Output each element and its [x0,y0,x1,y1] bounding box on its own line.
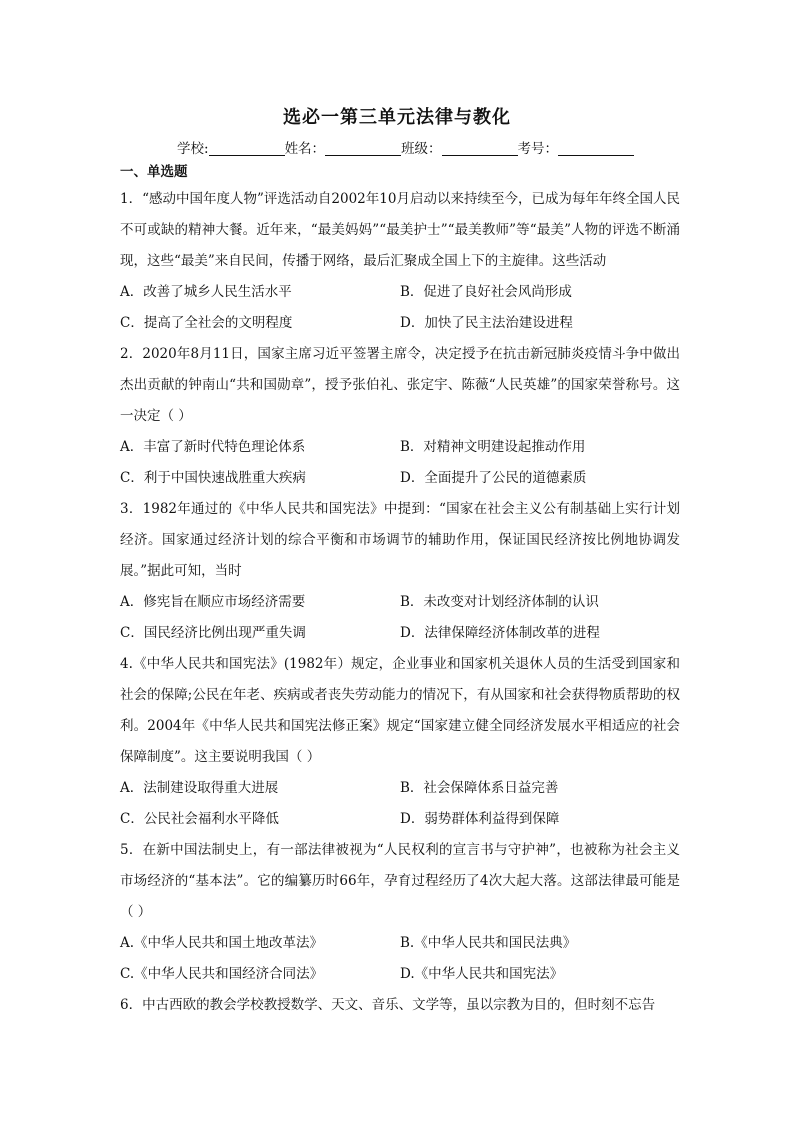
question-stem: 2．2020年8月11日，国家主席习近平签署主席令，决定授予在抗击新冠肺炎疫情斗争中做出杰出贡献的钟南山“共和国勋章”，授予张伯礼、张定宇、陈薇“人民英雄”的国家荣誉称号。这一决定（ ） [120,346,680,424]
option-d[interactable]: D．加快了民主法治建设进程 [400,315,573,331]
school-field[interactable] [209,141,285,156]
options-row [120,773,680,804]
options-row [120,587,680,618]
option-c[interactable]: C．提高了全社会的文明程度 [120,315,293,331]
student-info-line [177,137,634,157]
question-stem: 6．中古西欧的教会学校教授数学、天文、音乐、文学等，虽以宗教为目的，但时刻不忘告 [120,997,656,1013]
option-b[interactable]: B．对精神文明建设起推动作用 [400,439,586,455]
option-a[interactable]: A．法制建设取得重大进展 [120,780,279,796]
question-item [120,184,680,339]
options-row [120,308,680,339]
option-b[interactable]: B.《中华人民共和国民法典》 [400,935,577,951]
question-item [120,990,680,1021]
options-row [120,618,680,649]
option-c[interactable]: C．利于中国快速战胜重大疾病 [120,470,306,486]
class-label: 班级： [401,141,442,157]
option-a[interactable]: A．丰富了新时代特色理论体系 [120,439,306,455]
option-c[interactable]: C．公民社会福利水平降低 [120,811,279,827]
name-label: 姓名： [284,141,326,157]
option-b[interactable]: B．社会保障体系日益完善 [400,780,559,796]
option-d[interactable]: D．法律保障经济体制改革的进程 [400,625,600,641]
option-a[interactable]: A.《中华人民共和国土地改革法》 [120,935,324,951]
question-item [120,494,680,649]
question-stem: 4.《中华人民共和国宪法》(1982年）规定，企业事业和国家机关退休人员的生活受到国家和社会的保障;公民在年老、疾病或者丧失劳动能力的情况下，有从国家和社会获得物质帮助的权利。2004年《中华人民共和国宪法修正案》规定“国家建立健全同经济发展水平相适应的社会保障制度”。这主要说明我国（ ） [120,656,680,765]
question-list [120,184,680,1021]
page-title: 选必一第三单元法律与教化 [283,107,511,128]
question-item [120,339,680,494]
option-d[interactable]: D．全面提升了公民的道德素质 [400,470,587,486]
class-field[interactable] [442,141,518,156]
options-row [120,432,680,463]
question-item [120,649,680,835]
option-a[interactable]: A．修宪旨在顺应市场经济需要 [120,594,306,610]
options-row [120,928,680,959]
option-a[interactable]: A．改善了城乡人民生活水平 [120,284,292,300]
name-field[interactable] [325,141,401,156]
option-c[interactable]: C．国民经济比例出现严重失调 [120,625,306,641]
section-heading: 一、单选题 [120,164,188,180]
question-stem: 3．1982年通过的《中华人民共和国宪法》中提到：“国家在社会主义公有制基础上实行计划经济。国家通过经济计划的综合平衡和市场调节的辅助作用，保证国民经济按比例地协调发展。”据此可知，当时 [120,501,680,579]
question-stem: 5．在新中国法制史上，有一部法律被视为“人民权利的宣言书与守护神”，也被称为社会主义市场经济的“基本法”。它的编纂历时66年，孕育过程经历了4次大起大落。这部法律最可能是（ ） [120,842,680,920]
school-label: 学校: [177,141,209,157]
question-item [120,835,680,990]
options-row [120,804,680,835]
options-row [120,277,680,308]
option-b[interactable]: B．促进了良好社会风尚形成 [400,284,572,300]
option-d[interactable]: D．弱势群体利益得到保障 [400,811,560,827]
option-c[interactable]: C.《中华人民共和国经济合同法》 [120,966,324,982]
number-label: 考号： [517,141,559,157]
options-row [120,463,680,494]
number-field[interactable] [558,141,634,156]
option-d[interactable]: D.《中华人民共和国宪法》 [400,966,564,982]
options-row [120,959,680,990]
question-stem: 1．“感动中国年度人物”评选活动自2002年10月启动以来持续至今，已成为每年年终全国人民不可或缺的精神大餐。近年来，“最美妈妈”“最美护士”“最美教师”等“最美”人物的评选不断涌现，这些“最美”来自民间，传播于网络，最后汇聚成全国上下的主旋律。这些活动 [120,191,680,269]
option-b[interactable]: B．未改变对计划经济体制的认识 [400,594,599,610]
